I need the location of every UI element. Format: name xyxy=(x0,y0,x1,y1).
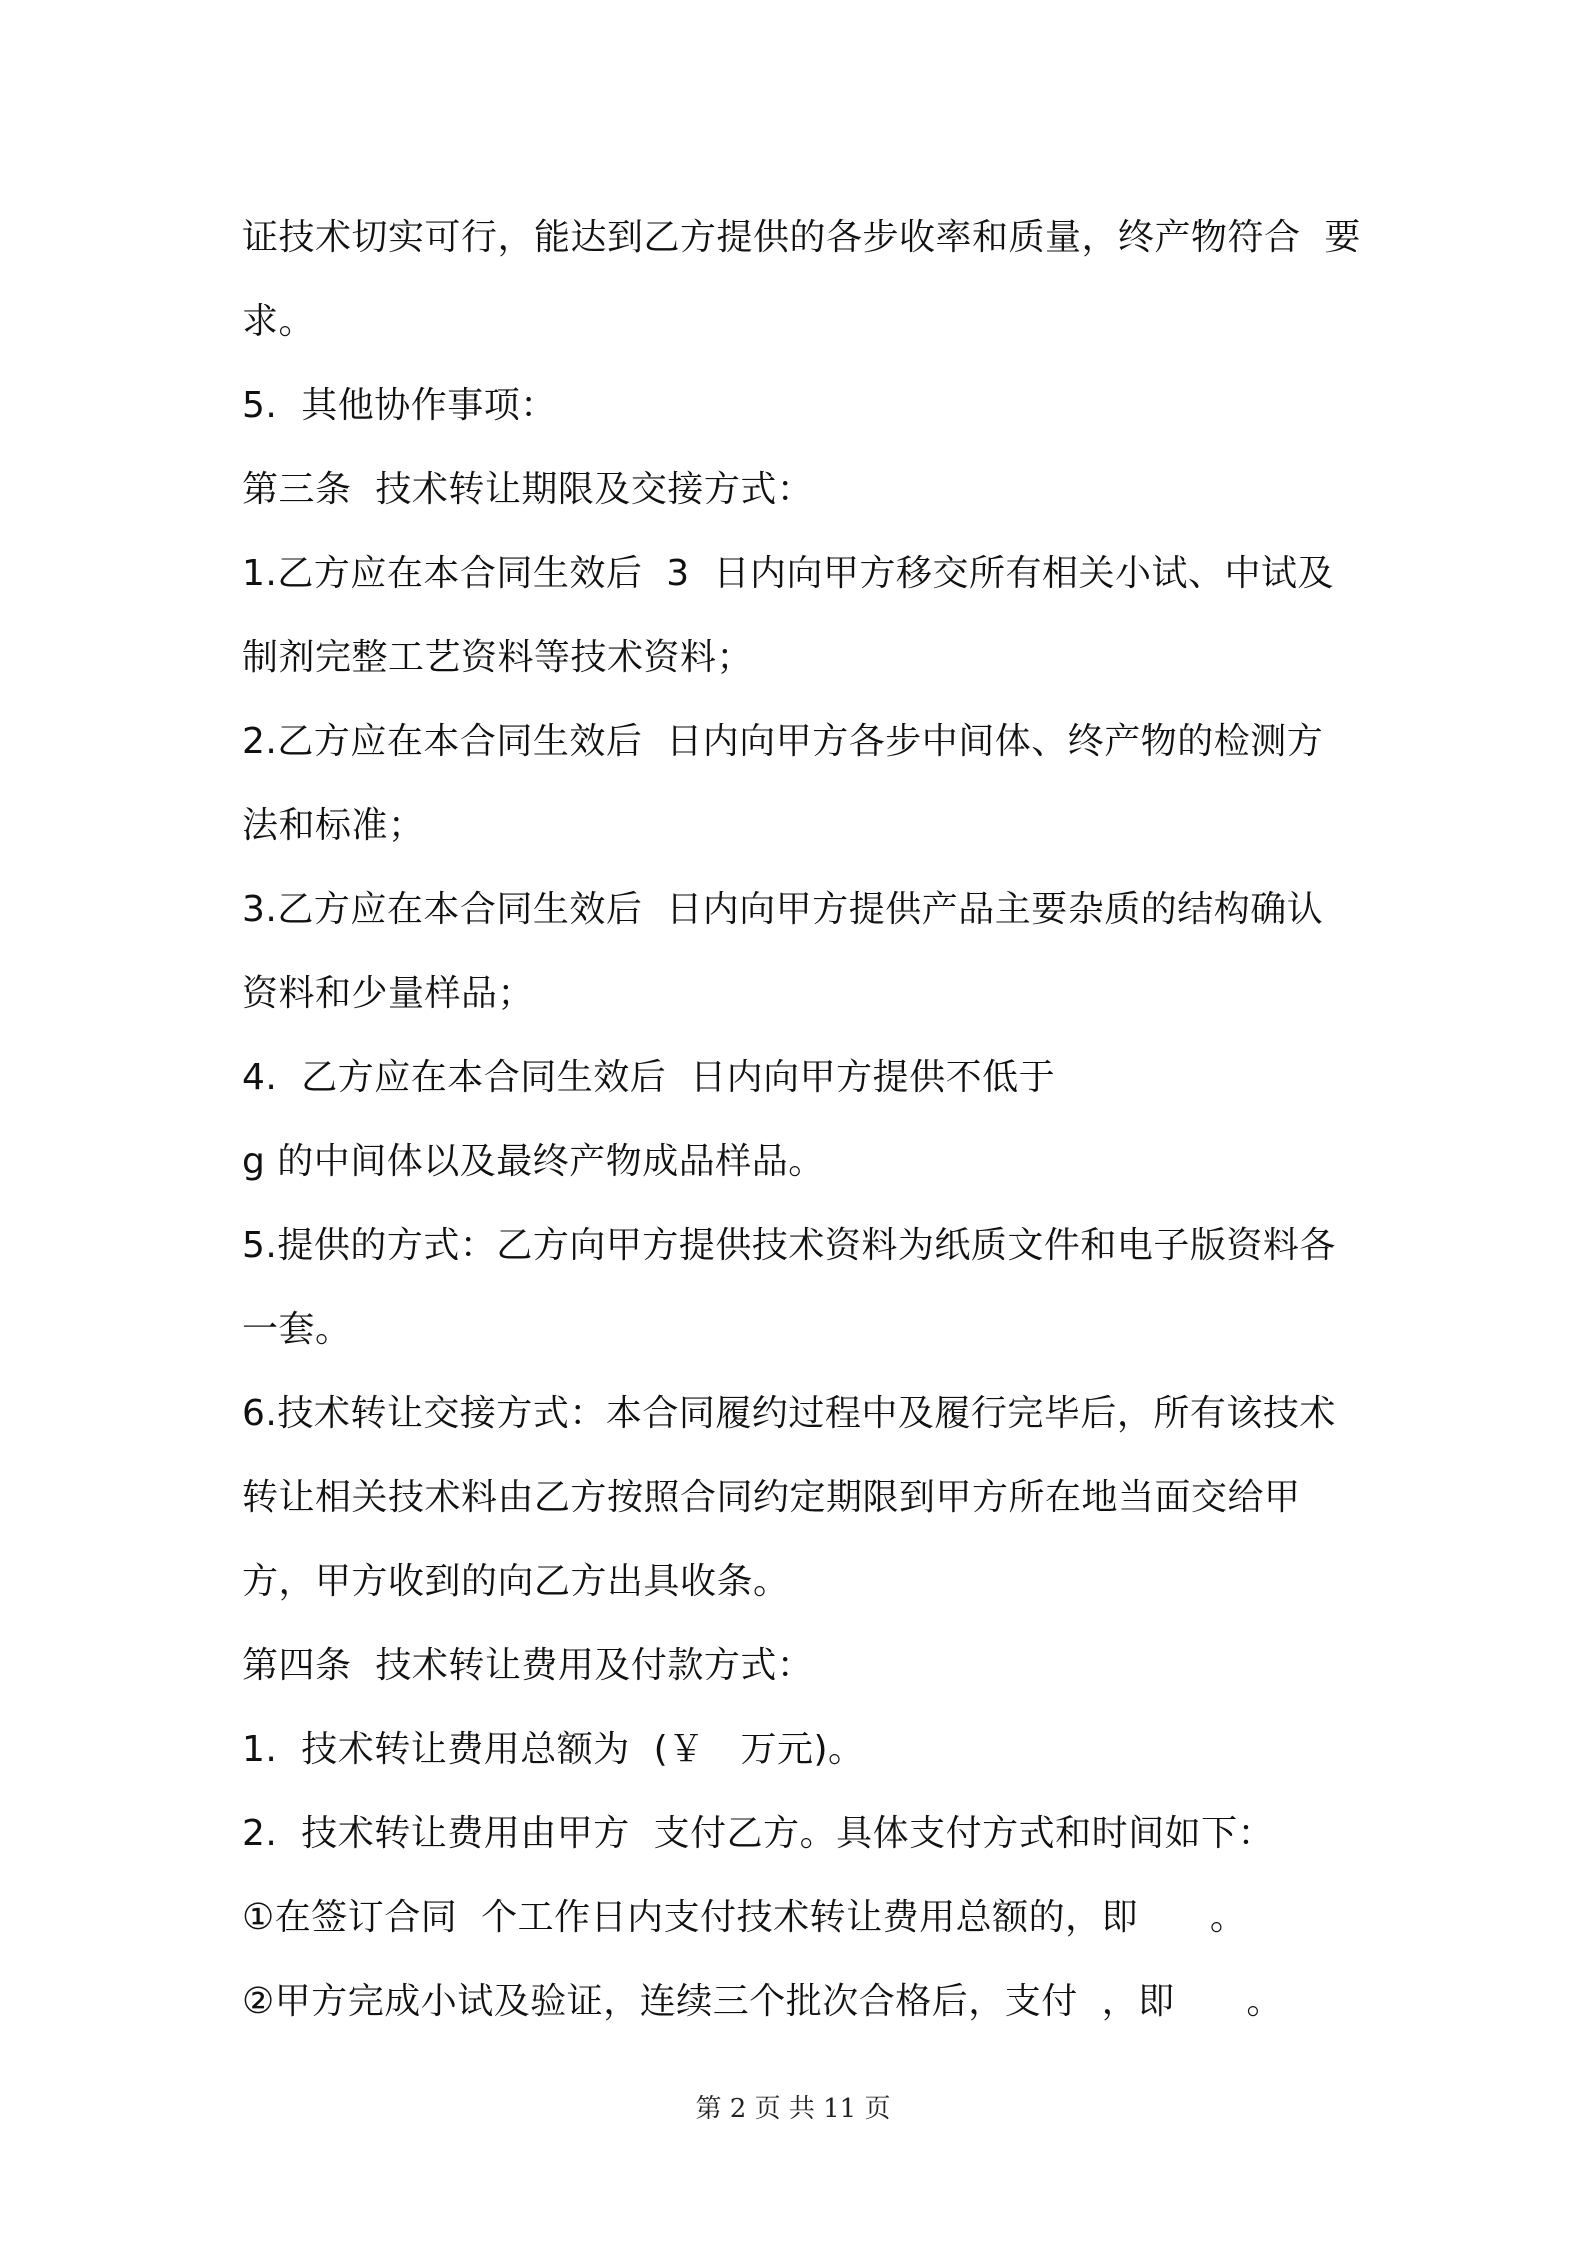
text-line: 2.乙方应在本合同生效后 日内向甲方各步中间体、终产物的检测方 xyxy=(242,721,1324,762)
section-heading: 第四条 技术转让费用及付款方式： xyxy=(242,1645,814,1686)
document-body xyxy=(242,196,1362,2044)
text-line: 制剂完整工艺资料等技术资料； xyxy=(242,637,754,678)
text-line: 5.提供的方式：乙方向甲方提供技术资料为纸质文件和电子版资料各 xyxy=(242,1225,1336,1266)
text-line: 法和标准； xyxy=(242,805,425,846)
text-line: 转让相关技术料由乙方按照合同约定期限到甲方所在地当面交给甲 xyxy=(242,1477,1301,1518)
text-line: 2. 技术转让费用由甲方 支付乙方。具体支付方式和时间如下： xyxy=(242,1813,1275,1854)
text-line: 一套。 xyxy=(242,1309,352,1350)
text-line: 证技术切实可行，能达到乙方提供的各步收率和质量，终产物符合 要 xyxy=(242,217,1361,258)
text-line: g 的中间体以及最终产物成品样品。 xyxy=(242,1141,825,1182)
text-line: ②甲方完成小试及验证，连续三个批次合格后，支付 ，即 。 xyxy=(242,1981,1283,2022)
text-line: ①在签订合同 个工作日内支付技术转让费用总额的，即 。 xyxy=(242,1897,1247,1938)
text-line: 5. 其他协作事项： xyxy=(242,385,557,426)
text-line: 3.乙方应在本合同生效后 日内向甲方提供产品主要杂质的结构确认 xyxy=(242,889,1324,930)
text-line: 6.技术转让交接方式：本合同履约过程中及履行完毕后，所有该技术 xyxy=(242,1393,1336,1434)
text-line: 1. 技术转让费用总额为 (￥ 万元)。 xyxy=(242,1729,865,1770)
text-line: 求。 xyxy=(242,301,316,342)
page-number-footer: 第 2 页 共 11 页 xyxy=(695,2094,891,2124)
text-line: 资料和少量样品； xyxy=(242,973,535,1014)
text-line: 方，甲方收到的向乙方出具收条。 xyxy=(242,1561,790,1602)
text-line: 1.乙方应在本合同生效后 3 日内向甲方移交所有相关小试、中试及 xyxy=(242,553,1335,594)
text-line: 4. 乙方应在本合同生效后 日内向甲方提供不低于 xyxy=(242,1057,1056,1098)
section-heading: 第三条 技术转让期限及交接方式： xyxy=(242,469,814,510)
